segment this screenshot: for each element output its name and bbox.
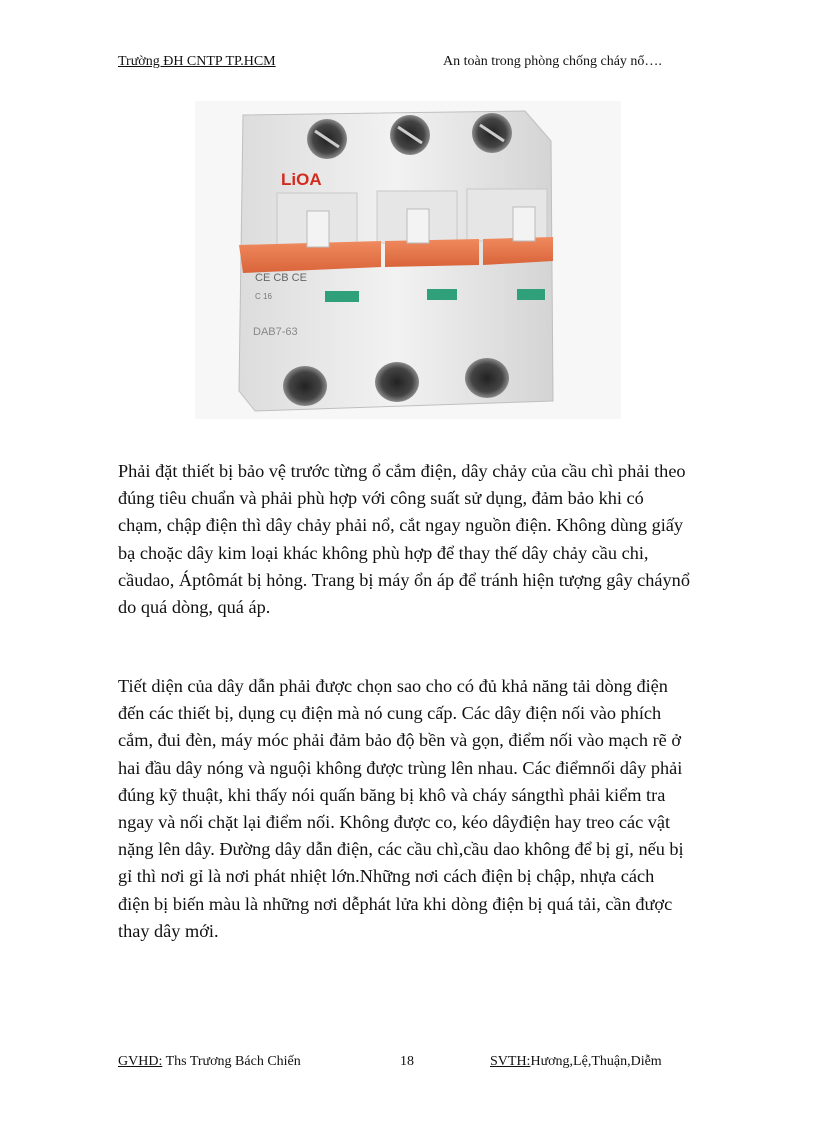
footer-gvhd-label: GVHD: xyxy=(118,1054,163,1069)
footer-students xyxy=(490,1054,662,1070)
footer-gvhd-name: Ths Trương Bách Chiến xyxy=(162,1054,301,1069)
paragraph-wire-cross-section: Tiết diện của dây dẫn phải được chọn sao cho có đủ khả năng tải dòng điện đến các thiết bị, dụng cụ điện mà nó cung cấp. Các dây điện nối vào phích cắm, đui đèn, máy móc phải đảm bảo độ bền và gọn, điểm nối vào mạch rẽ ở hai đầu dây nóng và nguội không được trùng lên nhau. Các điểmnối dây phải đúng kỹ thuật, khi thấy nói quấn băng bị khô và cháy sángthì phải kiểm tra ngay và nối chặt lại điểm nối. Không được co, kéo dâyđiện hay treo các vật nặng lên dây. Đường dây dẫn điện, các cầu chì,cầu dao không để bị gỉ, nếu bị gỉ thì nơi gỉ là nơi phát nhiệt lớn.Những nơi cách điện bị chập, nhựa cách điện bị biến màu là những nơi dễphát lửa khi dòng điện bị quá tải, cần được thay dây mới. xyxy=(118,676,684,941)
header-topic: An toàn trong phòng chống cháy nổ…. xyxy=(443,54,662,69)
paragraph-protection-devices: Phải đặt thiết bị bảo vệ trước từng ổ cắm điện, dây chảy của cầu chì phải theo đúng tiêu chuẩn và phải phù hợp với công suất sử dụng, đảm bảo khi có chạm, chập điện thì dây chảy phải nổ, cắt ngay nguồn điện. Không dùng giấy bạ choặc dây kim loại khác không phù hợp để thay thế dây chảy cầu chi, cầudao, Áptômát bị hỏng. Trang bị máy ổn áp để tránh hiện tượng gây cháynổ do quá dòng, quá áp. xyxy=(118,461,690,618)
brand-logo: LiOA xyxy=(281,170,322,189)
footer-supervisor xyxy=(118,1054,301,1070)
footer-svth-label: SVTH: xyxy=(490,1054,531,1069)
page-number: 18 xyxy=(400,1054,414,1069)
footer-svth-names: Hương,Lệ,Thuận,Diễm xyxy=(530,1054,662,1069)
header-school: Trường ĐH CNTP TP.HCM xyxy=(118,54,276,69)
circuit-breaker-photo xyxy=(195,101,621,419)
svg-text:DAB7-63: DAB7-63 xyxy=(253,326,298,338)
svg-text:C 16: C 16 xyxy=(255,292,272,301)
svg-text:CE CB CE: CE CB CE xyxy=(255,272,307,284)
